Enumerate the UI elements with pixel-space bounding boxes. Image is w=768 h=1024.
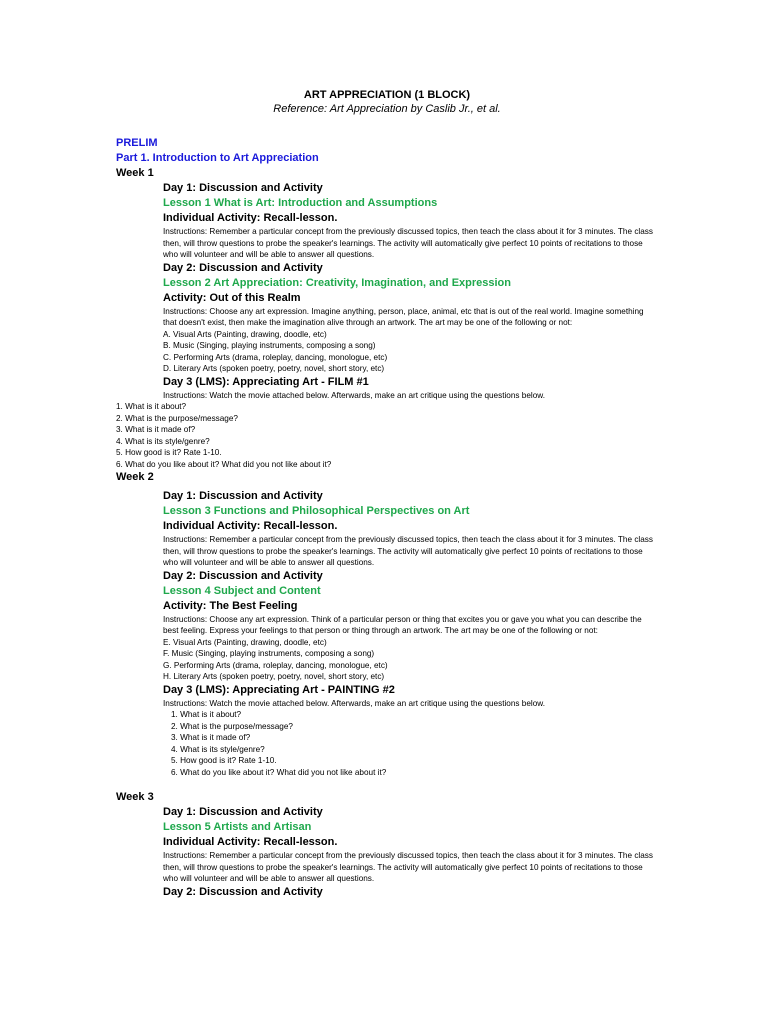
week-3-instructions-1: Instructions: Remember a particular concept from the previously discussed topics, then teach the class about it for 3 minutes. The class then, will throw questions to probe the speaker's learnings. The activity will automatically give perfect 10 points of recitations to those who will volunteer and will be able to answer all questions.	[163, 851, 653, 883]
list-item: B. Music (Singing, playing instruments, composing a song)	[163, 341, 376, 350]
list-item: G. Performing Arts (drama, roleplay, dancing, monologue, etc)	[163, 660, 388, 670]
week-1-instructions-3: Instructions: Watch the movie attached below. Afterwards, make an art critique using the questions below.	[163, 390, 545, 400]
list-item: D. Literary Arts (spoken poetry, poetry, novel, short story, etc)	[163, 364, 385, 373]
lesson-3-title: Lesson 3 Functions and Philosophical Perspectives on Art	[163, 505, 470, 517]
week-3-day-2: Day 2: Discussion and Activity	[163, 885, 323, 898]
activity-label: Activity	[163, 599, 203, 612]
list-item: 3. What is it made of?	[171, 733, 251, 742]
list-item: 2. What is the purpose/message?	[116, 413, 238, 423]
list-item: A. Visual Arts (Painting, drawing, doodle, etc)	[163, 329, 327, 339]
week-2-instructions-2: Instructions: Choose any art expression. Think of a particular person or thing that excites you or gave you what you can describe the best feeling. Express your feelings to that person or thing through an artwork. The art may be one of the following or not:	[163, 614, 642, 635]
list-item: E. Visual Arts (Painting, drawing, doodle, etc)	[163, 637, 327, 647]
list-item: 3. What is it made of?	[116, 425, 196, 434]
list-item: 6. What do you like about it? What did you not like about it?	[116, 459, 332, 469]
document-reference: Reference: Art Appreciation by Caslib Jr., et al.	[273, 103, 501, 115]
document-title: ART APPRECIATION (1 BLOCK)	[303, 89, 471, 101]
list-item: 2. What is the purpose/message?	[171, 721, 293, 731]
week-3-activity-1: Individual Activity: Recall-lesson.	[163, 836, 338, 848]
week-2-instructions-1: Instructions: Remember a particular concept from the previously discussed topics, then teach the class about it for 3 minutes. The class then, will throw questions to probe the speaker's learnings. The activity will automatically give perfect 10 points of recitations to those who will volunteer and will be able to answer all questions.	[163, 535, 653, 567]
list-item: C. Performing Arts (drama, roleplay, dancing, monologue, etc)	[163, 352, 388, 362]
lesson-2-title: Lesson 2 Art Appreciation: Creativity, Imagination, and Expression	[163, 276, 511, 289]
lesson-4-title: Lesson 4 Subject and Content	[163, 584, 321, 597]
week-2-questions	[163, 709, 658, 778]
activity-name: : Out of this Realm	[202, 291, 301, 304]
week-3-heading: Week 3	[116, 791, 154, 803]
week-2-section	[116, 489, 658, 778]
list-item: 4. What is its style/genre?	[171, 744, 265, 754]
week-1-options	[163, 329, 658, 375]
week-1-section	[116, 181, 658, 401]
list-item: 4. What is its style/genre?	[116, 436, 210, 446]
lesson-1-title: Lesson 1 What is Art: Introduction and Assumptions	[163, 197, 438, 209]
week-2-day-3: Day 3 (LMS): Appreciating Art - PAINTING #2	[163, 683, 395, 696]
list-item: 6. What do you like about it? What did you not like about it?	[171, 767, 387, 777]
week-2-instructions-3: Instructions: Watch the movie attached below. Afterwards, make an art critique using the questions below.	[163, 698, 545, 708]
part-heading: Part 1. Introduction to Art Appreciation	[116, 152, 319, 164]
list-item: 5. How good is it? Rate 1-10.	[116, 448, 222, 457]
week-1-day-2: Day 2: Discussion and Activity	[163, 261, 323, 274]
week-2-activity-2	[163, 599, 658, 614]
week-1-heading: Week 1	[116, 167, 154, 179]
term-heading: PRELIM	[116, 137, 158, 149]
list-item: F. Music (Singing, playing instruments, composing a song)	[163, 649, 375, 658]
week-1-day-3: Day 3 (LMS): Appreciating Art - FILM #1	[163, 375, 369, 388]
week-1-instructions-2: Instructions: Choose any art expression. Imagine anything, person, place, animal, etc that is out of the real world. Imagine something that doesn't exist, then make the imagination alive through an artwork. The art may be one of the following or not:	[163, 306, 644, 327]
activity-name: : The Best Feeling	[202, 599, 298, 612]
list-item: 1. What is it about?	[171, 710, 242, 719]
week-2-day-2: Day 2: Discussion and Activity	[163, 569, 323, 582]
week-1-activity-1: Individual Activity: Recall-lesson.	[163, 212, 338, 224]
list-item: 5. How good is it? Rate 1-10.	[171, 756, 277, 765]
week-3-day-1: Day 1: Discussion and Activity	[163, 806, 323, 818]
list-item: 1. What is it about?	[116, 402, 187, 411]
week-1-instructions-1: Instructions: Remember a particular concept from the previously discussed topics, then teach the class about it for 3 minutes. The class then, will throw questions to probe the speaker's learnings. The activity will automatically give perfect 10 points of recitations to those who will volunteer and will be able to answer all questions.	[163, 227, 653, 259]
activity-label: Activity	[163, 291, 203, 304]
spacer	[116, 778, 658, 790]
week-3-section	[116, 805, 658, 900]
week-1-questions	[0, 401, 658, 470]
lesson-5-title: Lesson 5 Artists and Artisan	[163, 821, 312, 833]
week-2-day-1: Day 1: Discussion and Activity	[163, 490, 323, 502]
week-1-activity-2	[163, 291, 658, 306]
week-2-heading: Week 2	[116, 471, 154, 483]
week-1-day-1: Day 1: Discussion and Activity	[163, 182, 323, 194]
list-item: H. Literary Arts (spoken poetry, poetry, novel, short story, etc)	[163, 672, 385, 681]
week-2-activity-1: Individual Activity: Recall-lesson.	[163, 520, 338, 532]
week-2-options	[163, 637, 658, 683]
